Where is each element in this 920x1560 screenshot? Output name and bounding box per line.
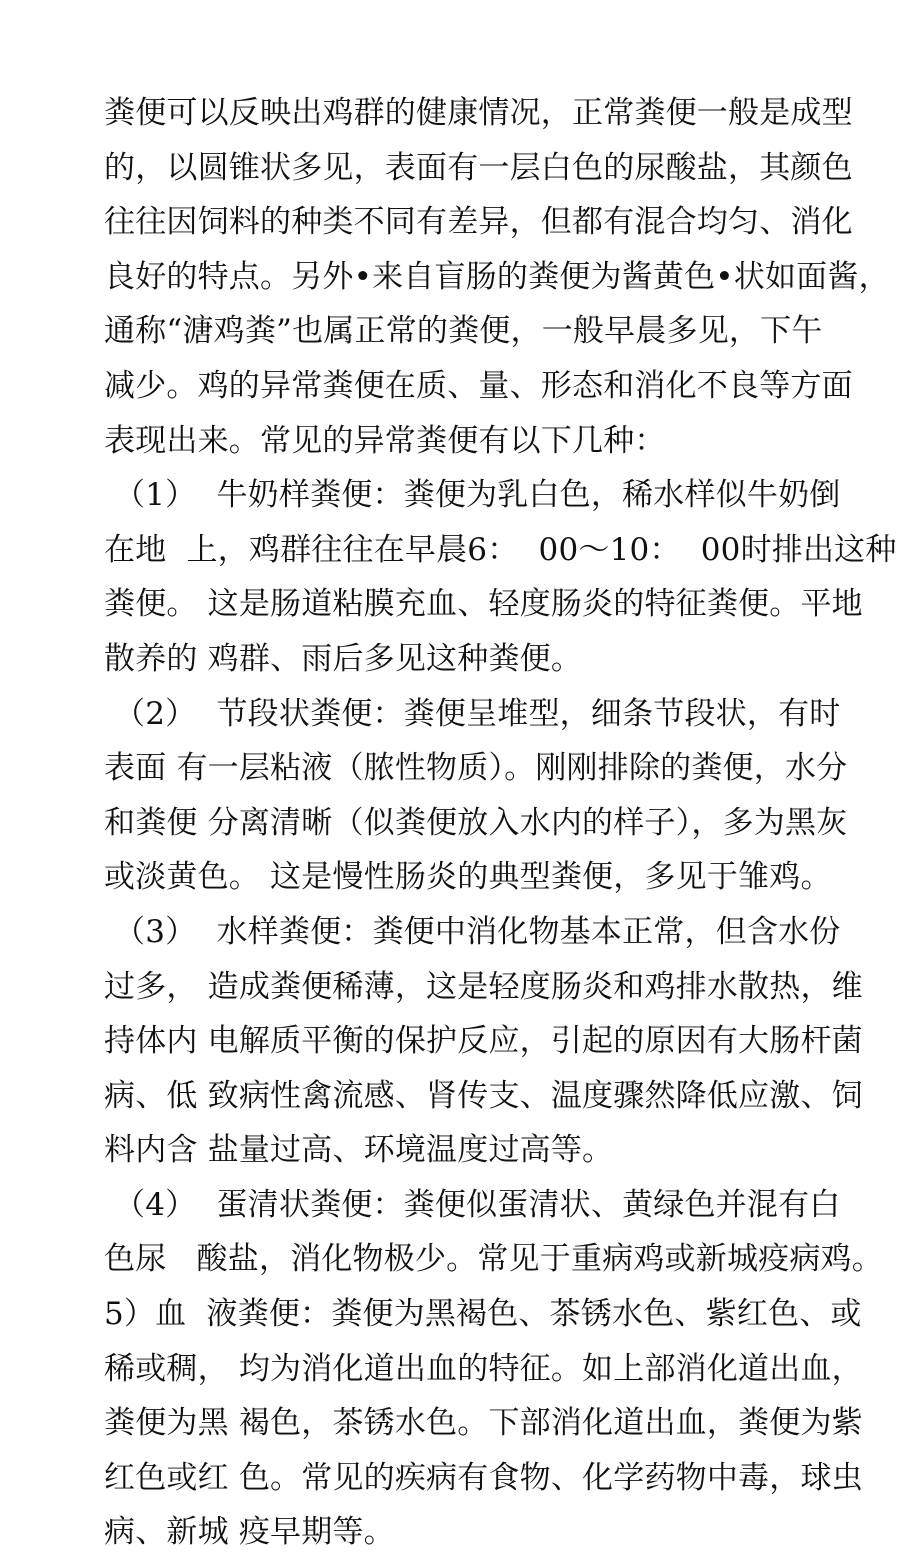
text-line: 减少。鸡的异常粪便在质、量、形态和消化不良等方面 bbox=[104, 367, 853, 404]
text-line: 表面 有一层粘液（脓性物质）。刚刚排除的粪便，水分 bbox=[104, 750, 848, 787]
text-line: 持体内 电解质平衡的保护反应，引起的原因有大肠杆菌 bbox=[104, 1023, 863, 1060]
text-line: 通称“溏鸡粪”也属正常的粪便，一般早晨多见，下午 bbox=[104, 313, 823, 350]
text-line: 粪便。 这是肠道粘膜充血、轻度肠炎的特征粪便。平地 bbox=[104, 586, 863, 623]
text-line: （3） 水样粪便：粪便中消化物基本正常，但含水份 bbox=[104, 913, 841, 950]
text-line: 的，以圆锥状多见，表面有一层白色的尿酸盐，其颜色 bbox=[104, 149, 853, 186]
text-line: 粪便为黑 褐色，茶锈水色。下部消化道出血，粪便为紫 bbox=[104, 1405, 863, 1442]
text-line: 红色或红 色。常见的疾病有食物、化学药物中毒，球虫 bbox=[104, 1459, 863, 1496]
text-line: 稀或稠， 均为消化道出血的特征。如上部消化道出血， bbox=[104, 1350, 863, 1387]
text-line: 料内含 盐量过高、环境温度过高等。 bbox=[104, 1132, 614, 1169]
body-text bbox=[104, 86, 897, 1560]
text-line: （2） 节段状粪便：粪便呈堆型，细条节段状，有时 bbox=[104, 695, 841, 732]
text-line: 散养的 鸡群、雨后多见这种粪便。 bbox=[104, 640, 583, 677]
text-line: 良好的特点。另外•来自盲肠的粪便为酱黄色•状如面酱， bbox=[104, 258, 890, 295]
text-line: 粪便可以反映出鸡群的健康情况，正常粪便一般是成型 bbox=[104, 95, 853, 131]
text-line: 色尿 酸盐，消化物极少。常见于重病鸡或新城疫病鸡。 bbox=[104, 1241, 883, 1278]
text-line: 或淡黄色。 这是慢性肠炎的典型粪便，多见于雏鸡。 bbox=[104, 859, 832, 896]
text-line: 和粪便 分离清晰（似粪便放入水内的样子），多为黑灰 bbox=[104, 804, 848, 841]
text-line: 往往因饲料的种类不同有差异，但都有混合均匀、消化 bbox=[104, 204, 853, 241]
text-line: 病、新城 疫早期等。 bbox=[104, 1514, 395, 1551]
text-line: 病、低 致病性禽流感、肾传支、温度骤然降低应激、饲 bbox=[104, 1077, 863, 1114]
text-line: （4） 蛋清状粪便：粪便似蛋清状、黄绿色并混有白 bbox=[104, 1186, 841, 1223]
text-line: 表现出来。常见的异常粪便有以下几种： bbox=[104, 422, 666, 459]
text-line: 过多， 造成粪便稀薄，这是轻度肠炎和鸡排水散热，维 bbox=[104, 968, 863, 1005]
text-line: 5）血 液粪便：粪便为黑褐色、茶锈水色、紫红色、或 bbox=[104, 1296, 862, 1333]
text-line: （1） 牛奶样粪便：粪便为乳白色，稀水样似牛奶倒 bbox=[104, 477, 841, 514]
text-line: 在地 上，鸡群往往在早晨6： 00〜10： 00时排出这种 bbox=[104, 531, 897, 568]
